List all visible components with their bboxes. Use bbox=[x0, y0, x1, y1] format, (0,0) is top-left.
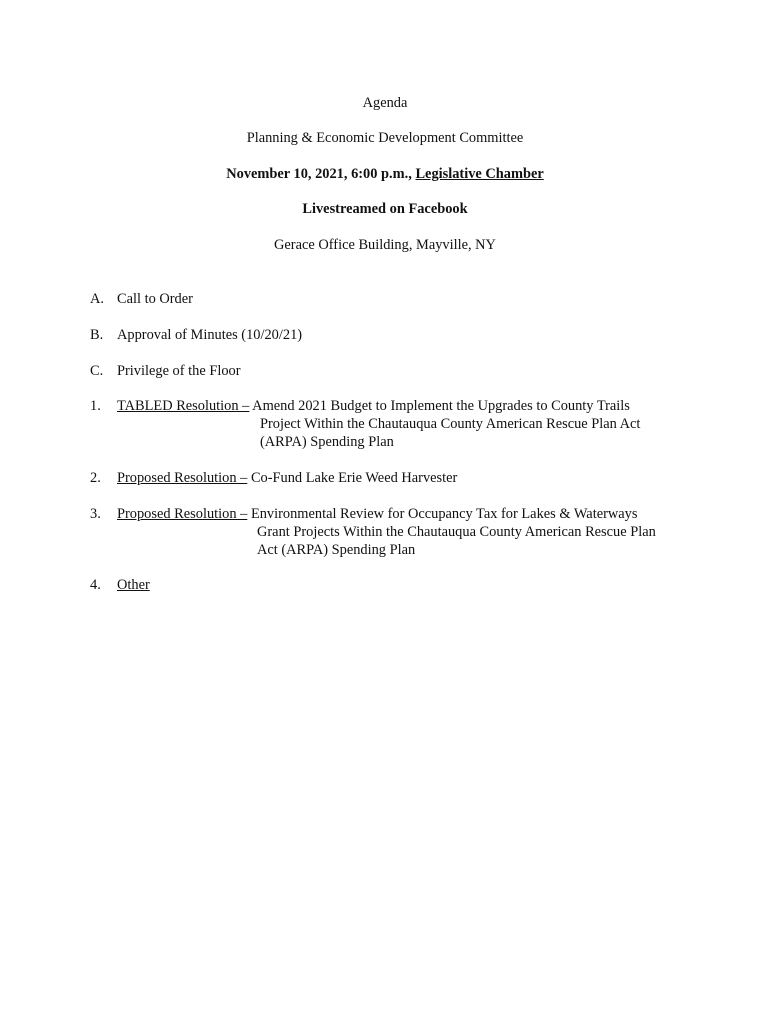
item-marker: 2. bbox=[90, 470, 101, 486]
list-item bbox=[90, 505, 710, 559]
agenda-title: Agenda bbox=[362, 95, 408, 111]
list-item bbox=[90, 397, 710, 451]
legislative-chamber-link[interactable]: Legislative Chamber bbox=[415, 166, 544, 182]
livestream-note: Livestreamed on Facebook bbox=[302, 201, 468, 217]
meeting-datetime-line bbox=[0, 165, 770, 183]
item-marker: B. bbox=[90, 327, 104, 343]
item-text: Privilege of the Floor bbox=[117, 363, 241, 379]
resolution-text-line: (ARPA) Spending Plan bbox=[260, 434, 394, 450]
resolution-label: TABLED Resolution – bbox=[117, 398, 250, 414]
resolution-text-line: Grant Projects Within the Chautauqua County American Rescue Plan bbox=[257, 524, 656, 540]
resolution-text-line: Amend 2021 Budget to Implement the Upgrades to County Trails bbox=[252, 398, 630, 414]
meeting-datetime: November 10, 2021, 6:00 p.m., bbox=[226, 166, 412, 182]
resolution-text-line: Environmental Review for Occupancy Tax for Lakes & Waterways bbox=[250, 506, 638, 522]
item-first-line bbox=[117, 505, 637, 523]
item-marker: 3. bbox=[90, 506, 101, 522]
item-text: Call to Order bbox=[117, 291, 193, 307]
item-marker: 1. bbox=[90, 398, 101, 414]
resolution-text-line: Co-Fund Lake Erie Weed Harvester bbox=[250, 470, 458, 486]
item-marker: 4. bbox=[90, 577, 101, 593]
committee-name: Planning & Economic Development Committee bbox=[246, 130, 524, 146]
resolution-label: Proposed Resolution – bbox=[117, 470, 248, 486]
building-address: Gerace Office Building, Mayville, NY bbox=[274, 237, 496, 253]
resolution-label: Proposed Resolution – bbox=[117, 506, 248, 522]
item-first-line bbox=[117, 469, 457, 487]
resolution-text-line: Act (ARPA) Spending Plan bbox=[257, 542, 416, 558]
item-first-line bbox=[117, 397, 630, 415]
item-text: Approval of Minutes (10/20/21) bbox=[117, 327, 303, 343]
item-marker: C. bbox=[90, 363, 104, 379]
item-marker: A. bbox=[90, 291, 104, 307]
resolution-text-line: Project Within the Chautauqua County American Rescue Plan Act bbox=[260, 416, 641, 432]
other-item-label: Other bbox=[117, 577, 150, 593]
